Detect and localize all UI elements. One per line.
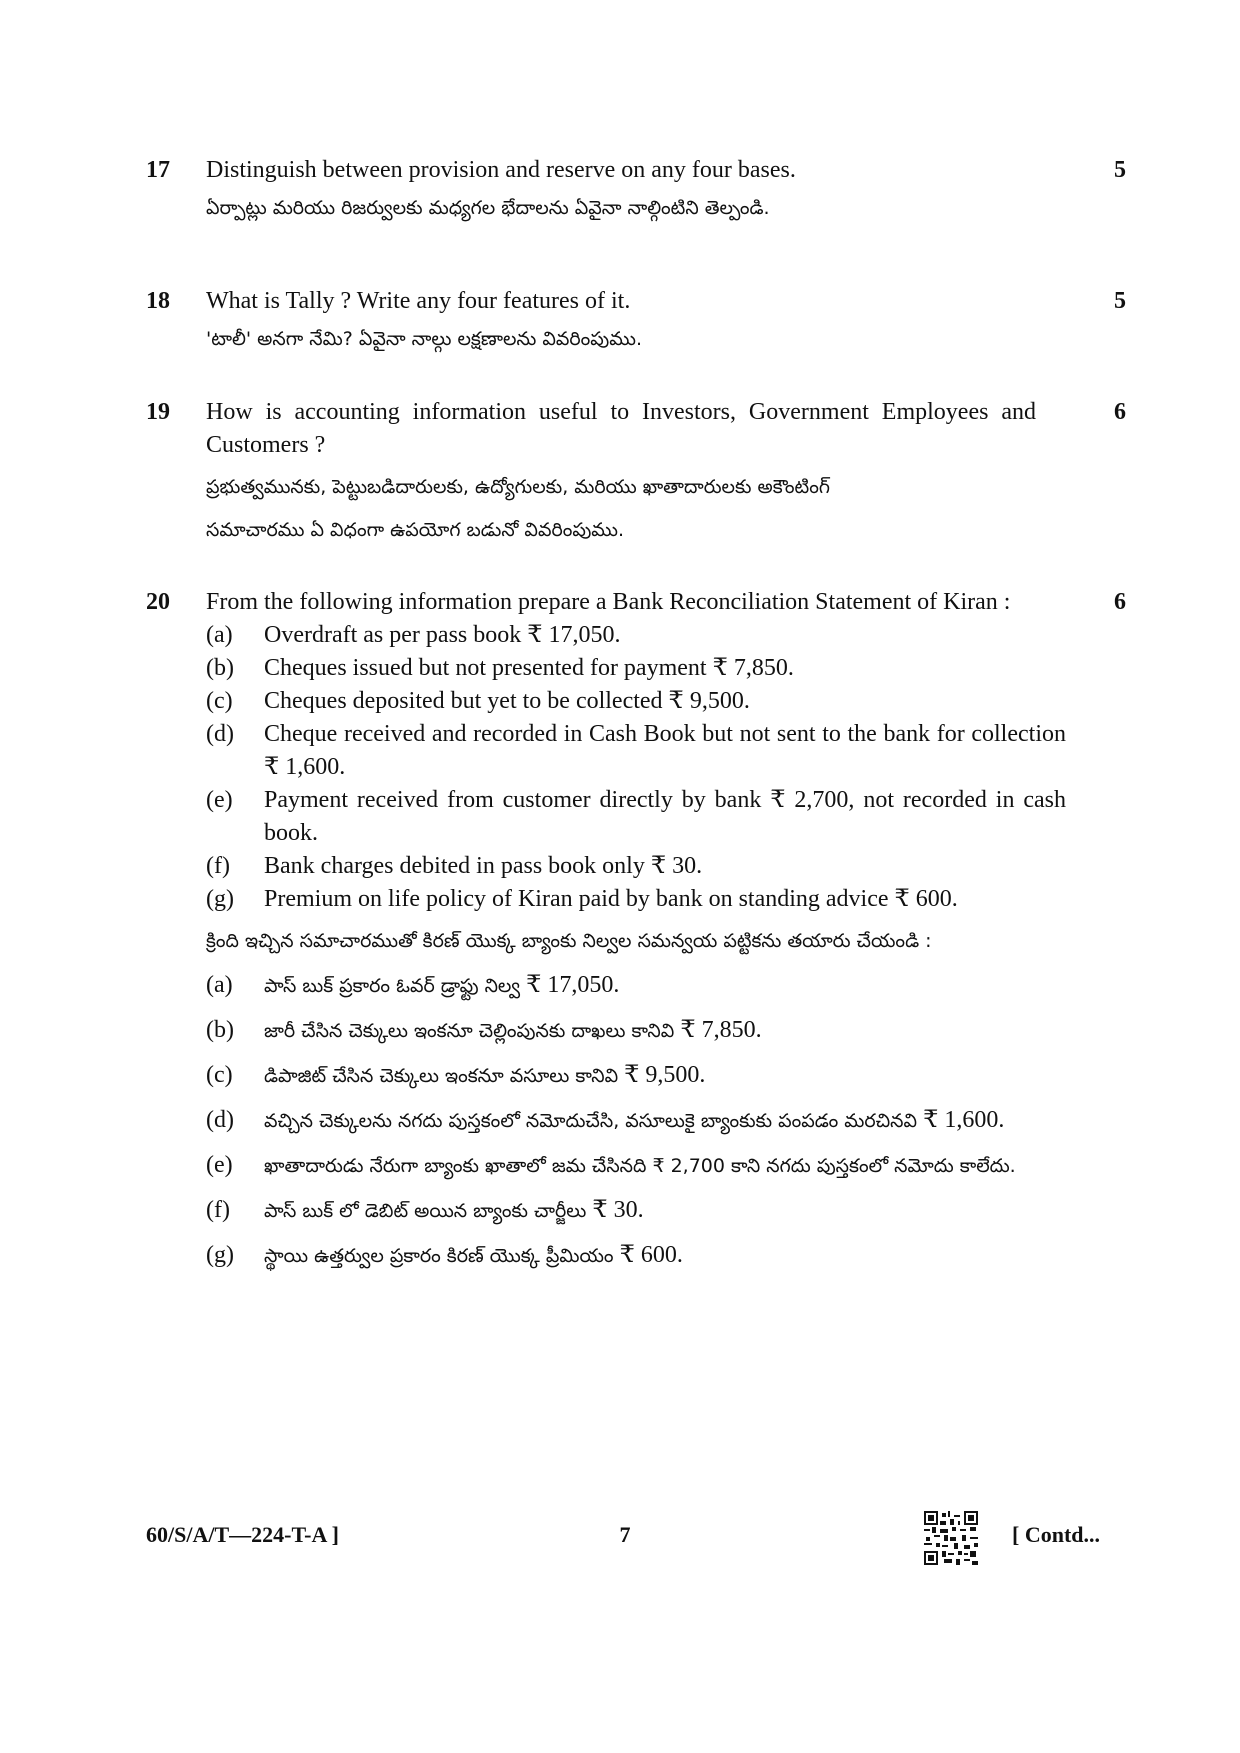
question-body xyxy=(206,154,1066,230)
question-text-telugu: ఏర్పాట్లు మరియు రిజర్వులకు మధ్యగల భేదాలను ఏవైనా నాల్గింటిని తెల్పండి. xyxy=(206,197,770,219)
list-item: (c) డిపాజిట్ చేసిన చెక్కులు ఇంకనూ వసూలు కానివి ₹ 9,500. xyxy=(206,1062,706,1088)
telugu-item-list xyxy=(206,963,1066,1278)
continued-label: [ Contd... xyxy=(1012,1522,1101,1547)
question-body xyxy=(206,285,1066,361)
qr-code-icon xyxy=(924,1511,978,1565)
list-item: (b) Cheques issued but not presented for payment ₹ 7,850. xyxy=(206,655,794,681)
question-body xyxy=(206,396,1036,552)
question-number: 20 xyxy=(146,589,170,615)
question-number: 18 xyxy=(146,288,170,314)
question-text-telugu: సమాచారము ఏ విధంగా ఉపయోగ బడునో వివరింపుము. xyxy=(206,519,625,541)
list-item: (e) Payment received from customer directly by bank ₹ 2,700, not recorded in cash book. xyxy=(206,787,1066,846)
list-item: (d) Cheque received and recorded in Cash Book but not sent to the bank for collection ₹ 1,600. xyxy=(206,721,1066,780)
question-text-english: What is Tally ? Write any four features of it. xyxy=(206,288,631,314)
question-marks: 5 xyxy=(1114,288,1126,314)
question-text-telugu: ప్రభుత్వమునకు, పెట్టుబడిదారులకు, ఉద్యోగులకు, మరియు ఖాతాదారులకు అకౌంటింగ్ xyxy=(206,476,830,498)
paper-code: 60/S/A/T—224-T-A ] xyxy=(146,1522,339,1547)
list-item: (f) Bank charges debited in pass book only ₹ 30. xyxy=(206,853,703,879)
list-item: (a) Overdraft as per pass book ₹ 17,050. xyxy=(206,622,621,648)
question-text-english: From the following information prepare a Bank Reconciliation Statement of Kiran : xyxy=(206,589,1011,615)
list-item: (c) Cheques deposited but yet to be collected ₹ 9,500. xyxy=(206,688,750,714)
question-text-english: Distinguish between provision and reserve on any four bases. xyxy=(206,157,796,183)
question-body xyxy=(206,586,1066,1278)
list-item: (g) Premium on life policy of Kiran paid by bank on standing advice ₹ 600. xyxy=(206,886,958,912)
question-text-english: How is accounting information useful to Investors, Government Employees and Customers ? xyxy=(206,399,1036,458)
question-number: 19 xyxy=(146,399,170,425)
list-item: (a) పాస్ బుక్ ప్రకారం ఓవర్ డ్రాఫ్టు నిల్వ ₹ 17,050. xyxy=(206,972,620,998)
list-item: (f) పాస్ బుక్ లో డెబిట్ అయిన బ్యాంకు చార్జీలు ₹ 30. xyxy=(206,1197,644,1223)
list-item: (d) వచ్చిన చెక్కులను నగదు పుస్తకంలో నమోదుచేసి, వసూలుకై బ్యాంకుకు పంపడం మరచినవి ₹ 1,600. xyxy=(206,1107,1005,1133)
question-text-telugu: 'టాలీ' అనగా నేమి? ఏవైనా నాల్గు లక్షణాలను వివరింపుము. xyxy=(206,328,642,350)
page-number: 7 xyxy=(619,1522,631,1547)
question-text-telugu: క్రింది ఇచ్చిన సమాచారముతో కిరణ్ యొక్క బ్యాంకు నిల్వల సమన్వయ పట్టికను తయారు చేయండి : xyxy=(206,930,932,952)
english-item-list xyxy=(206,619,1066,916)
question-marks: 5 xyxy=(1114,157,1126,183)
list-item: (g) స్థాయి ఉత్తర్వుల ప్రకారం కిరణ్ యొక్క ప్రీమియం ₹ 600. xyxy=(206,1242,683,1268)
list-item: (e) ఖాతాదారుడు నేరుగా బ్యాంకు ఖాతాలో జమ చేసినది ₹ 2,700 కాని నగదు పుస్తకంలో నమోదు కాలేదు. xyxy=(206,1152,1016,1178)
question-number: 17 xyxy=(146,157,170,183)
list-item: (b) జారీ చేసిన చెక్కులు ఇంకనూ చెల్లింపునకు దాఖలు కానివి ₹ 7,850. xyxy=(206,1017,762,1043)
question-marks: 6 xyxy=(1114,589,1126,615)
question-marks: 6 xyxy=(1114,399,1126,425)
